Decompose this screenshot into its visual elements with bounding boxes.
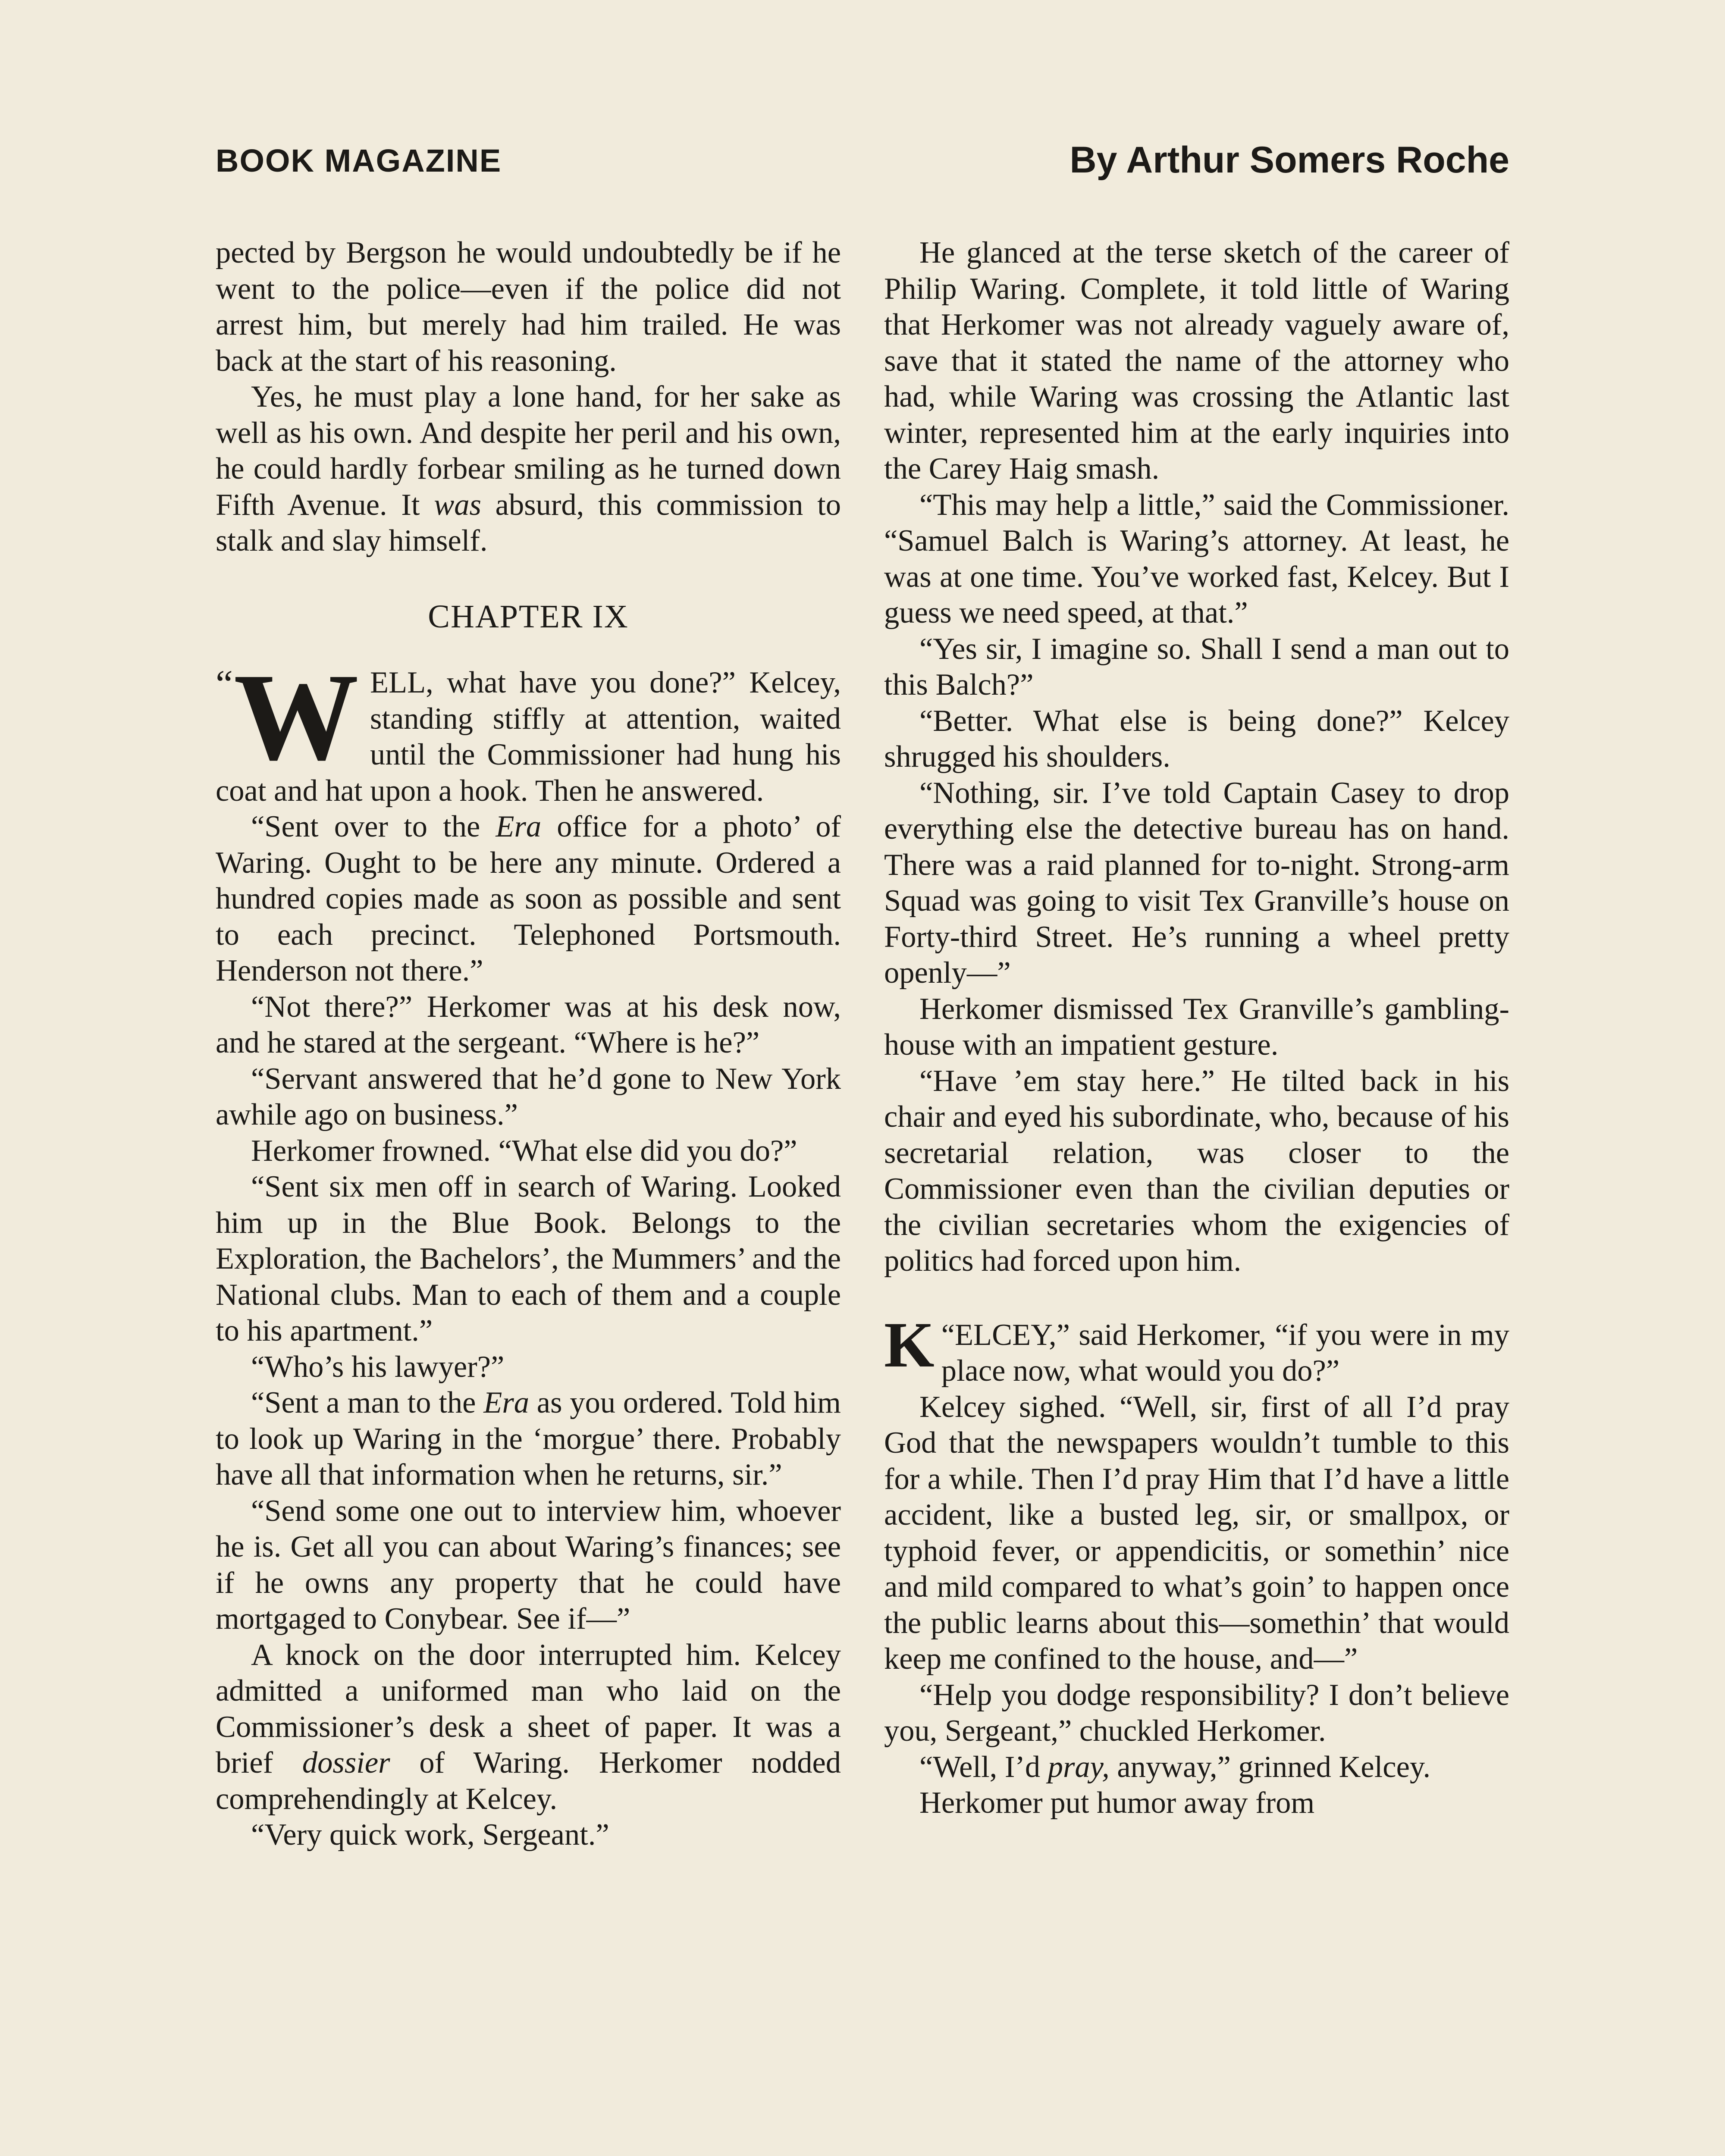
paragraph: Herkomer put humor away from: [919, 1786, 1315, 1820]
paragraph: Herkomer dismissed Tex Granville’s gambling-house with an impatient gesture.: [884, 992, 1509, 1062]
author-byline: By Arthur Somers Roche: [1070, 139, 1509, 181]
left-column: [216, 235, 841, 1853]
right-column: [884, 235, 1509, 1821]
paragraph: “Help you dodge responsibility? I don’t believe you, Sergeant,” chuckled Herkomer.: [884, 1678, 1509, 1748]
paragraph: “Who’s his lawyer?”: [251, 1350, 505, 1384]
opening-quote: “: [941, 1318, 955, 1352]
paragraph: “Have ’em stay here.” He tilted back in his chair and eyed his subordinate, who, because of his secretarial relation, was closer to the Commissioner even than the civilian deputies or the civilian secretaries whom the exigencies of politics had forced upon him.: [884, 1064, 1509, 1278]
paragraph: pected by Bergson he would undoubtedly be if he went to the police—even if the police did not arrest him, but merely had him trailed. He was back at the start of his reasoning.: [216, 236, 841, 378]
paragraph: Herkomer frowned. “What else did you do?”: [251, 1134, 797, 1168]
paragraph: “Sent a man to the Era as you ordered. Told him to look up Waring in the ‘morgue’ there. Probably have all that information when he returns, sir.”: [216, 1386, 841, 1492]
running-header: [216, 139, 1509, 194]
magazine-title: BOOK MAGAZINE: [216, 143, 502, 179]
paragraph: Yes, he must play a lone hand, for her sake as well as his own. And despite her peril and his own, he could hardly forbear smiling as he turned down Fifth Avenue. It was absurd, this commission to stalk and slay himself.: [216, 380, 841, 558]
section-break: [884, 1279, 1509, 1317]
drop-cap-letter: W: [233, 648, 359, 786]
paragraph: A knock on the door interrupted him. Kelcey admitted a uniformed man who laid on the Commissioner’s desk a sheet of paper. It was a brief dossier of Waring. Herkomer nodded comprehendingly at Kelcey.: [216, 1638, 841, 1816]
opening-quote: “: [216, 663, 233, 705]
paragraph: “Send some one out to interview him, whoever he is. Get all you can about Waring’s finances; see if he owns any property that he could have mortgaged to Conybear. See if—”: [216, 1494, 841, 1636]
paragraph: “Servant answered that he’d gone to New York awhile ago on business.”: [216, 1062, 841, 1131]
paragraph: “Better. What else is being done?” Kelcey shrugged his shoulders.: [884, 704, 1509, 774]
paragraph: Kelcey sighed. “Well, sir, first of all I’d pray God that the newspapers wouldn’t tumble to this for a while. Then I’d pray Him that I’d have a little accident, like a busted leg, sir, or smallpox, or typhoid fever, or appendicitis, or somethin’ nice and mild compared to what’s goin’ to happen once the public learns about this—somethin’ that would keep me confined to the house, and—”: [884, 1390, 1509, 1676]
paragraph: “Not there?” Herkomer was at his desk now, and he stared at the sergeant. “Where is he?”: [216, 990, 841, 1059]
paragraph: “Sent over to the Era office for a photo’ of Waring. Ought to be here any minute. Ordered a hundred copies made as soon as possible and sent to each precinct. Telephoned Portsmouth. Henderson not there.”: [216, 810, 841, 987]
drop-cap-letter: K: [884, 1309, 935, 1381]
paragraph: “Nothing, sir. I’ve told Captain Casey to drop everything else the detective bureau has on hand. There was a raid planned for to-night. Strong-arm Squad was going to visit Tex Granville’s house on Forty-third Street. He’s running a wheel pretty openly—”: [884, 776, 1509, 990]
paragraph: He glanced at the terse sketch of the career of Philip Waring. Complete, it told little of Waring that Herkomer was not already vaguely aware of, save that it stated the name of the attorney who had, while Waring was crossing the Atlantic last winter, represented him at the early inquiries into the Carey Haig smash.: [884, 236, 1509, 486]
chapter-heading: CHAPTER IX: [428, 598, 629, 635]
paragraph: “Well, I’d pray, anyway,” grinned Kelcey.: [919, 1750, 1431, 1784]
paragraph-dropcap: “ W ELL, what have you done?” Kelcey, standing stiffly at attention, waited until the Commissioner had hung his coat and hat upon a hook. Then he answered.: [216, 648, 841, 808]
paragraph: “Very quick work, Sergeant.”: [251, 1818, 609, 1852]
paragraph: “This may help a little,” said the Commissioner. “Samuel Balch is Waring’s attorney. At least, he was at one time. You’ve worked fast, Kelcey. But I guess we need speed, at that.”: [884, 488, 1509, 630]
paragraph-dropcap: “ K ELCEY,” said Herkomer, “if you were in my place now, what would you do?”: [884, 1309, 1509, 1388]
paragraph: “Sent six men off in search of Waring. Looked him up in the Blue Book. Belongs to the Exploration, the Bachelors’, the Mummers’ and the National clubs. Man to each of them and a couple to his apartment.”: [216, 1170, 841, 1348]
paragraph: “Yes sir, I imagine so. Shall I send a man out to this Balch?”: [884, 632, 1509, 702]
